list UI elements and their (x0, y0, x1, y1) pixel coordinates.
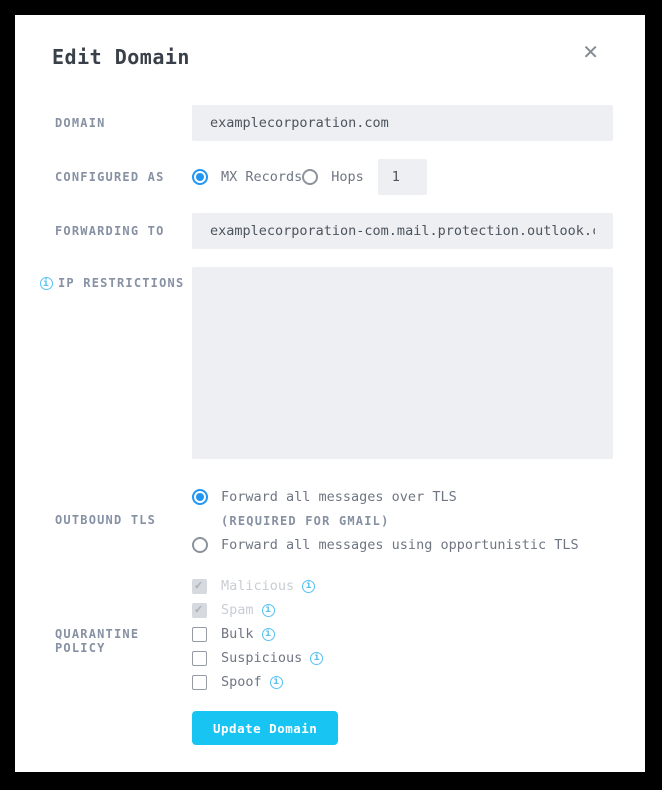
mx-records-radio-label[interactable]: MX Records (221, 169, 303, 185)
ip-restrictions-textarea[interactable] (192, 267, 613, 459)
suspicious-checkbox-label[interactable]: Suspicious (221, 650, 303, 666)
spoof-checkbox[interactable] (192, 675, 207, 690)
edit-domain-modal (15, 15, 645, 772)
tls-option-opportunistic (192, 533, 613, 557)
modal-title: Edit Domain (52, 45, 190, 69)
quarantine-item-malicious (192, 574, 613, 598)
tls-opportunistic-radio[interactable] (192, 537, 208, 553)
info-icon[interactable]: i (40, 277, 53, 290)
domain-row (40, 105, 613, 141)
outbound-tls-row (40, 485, 613, 557)
hops-count-input[interactable] (378, 159, 427, 195)
tls-option-required (192, 485, 613, 509)
tls-required-radio[interactable] (192, 489, 208, 505)
close-icon[interactable]: ✕ (576, 41, 605, 63)
spam-checkbox (192, 603, 207, 618)
ip-restrictions-label-group (40, 267, 192, 463)
quarantine-item-spam (192, 598, 613, 622)
configured-as-label: CONFIGURED AS (55, 170, 165, 184)
outbound-tls-label: OUTBOUND TLS (55, 513, 157, 527)
tls-required-radio-label[interactable]: Forward all messages over TLS (221, 489, 457, 505)
spam-checkbox-label: Spam (221, 602, 254, 618)
suspicious-checkbox[interactable] (192, 651, 207, 666)
malicious-checkbox-label: Malicious (221, 578, 295, 594)
tls-required-note: (REQUIRED FOR GMAIL) (221, 514, 390, 528)
info-icon[interactable]: i (310, 652, 323, 665)
button-row (192, 711, 613, 745)
forwarding-to-row (40, 213, 613, 249)
quarantine-policy-row (40, 574, 613, 694)
forwarding-to-label: FORWARDING TO (55, 224, 165, 238)
ip-restrictions-label: IP RESTRICTIONS (58, 276, 185, 290)
malicious-checkbox (192, 579, 207, 594)
quarantine-policy-label: QUARANTINE POLICY (55, 627, 140, 655)
ip-restrictions-row (40, 267, 613, 463)
configured-as-row (40, 159, 613, 195)
domain-label: DOMAIN (55, 116, 106, 130)
tls-opportunistic-radio-label[interactable]: Forward all messages using opportunistic TLS (221, 537, 579, 553)
spoof-checkbox-label[interactable]: Spoof (221, 674, 262, 690)
info-icon[interactable]: i (262, 628, 275, 641)
bulk-checkbox-label[interactable]: Bulk (221, 626, 254, 642)
update-domain-button[interactable]: Update Domain (192, 711, 338, 745)
quarantine-item-bulk (192, 622, 613, 646)
info-icon[interactable]: i (262, 604, 275, 617)
bulk-checkbox[interactable] (192, 627, 207, 642)
forwarding-to-input[interactable] (192, 213, 613, 249)
quarantine-item-suspicious (192, 646, 613, 670)
domain-input[interactable] (192, 105, 613, 141)
mx-records-radio[interactable] (192, 169, 208, 185)
info-icon[interactable]: i (270, 676, 283, 689)
modal-header (40, 40, 613, 69)
hops-radio[interactable] (302, 169, 318, 185)
info-icon[interactable]: i (302, 580, 315, 593)
quarantine-item-spoof (192, 670, 613, 694)
hops-radio-label[interactable]: Hops (331, 169, 364, 185)
